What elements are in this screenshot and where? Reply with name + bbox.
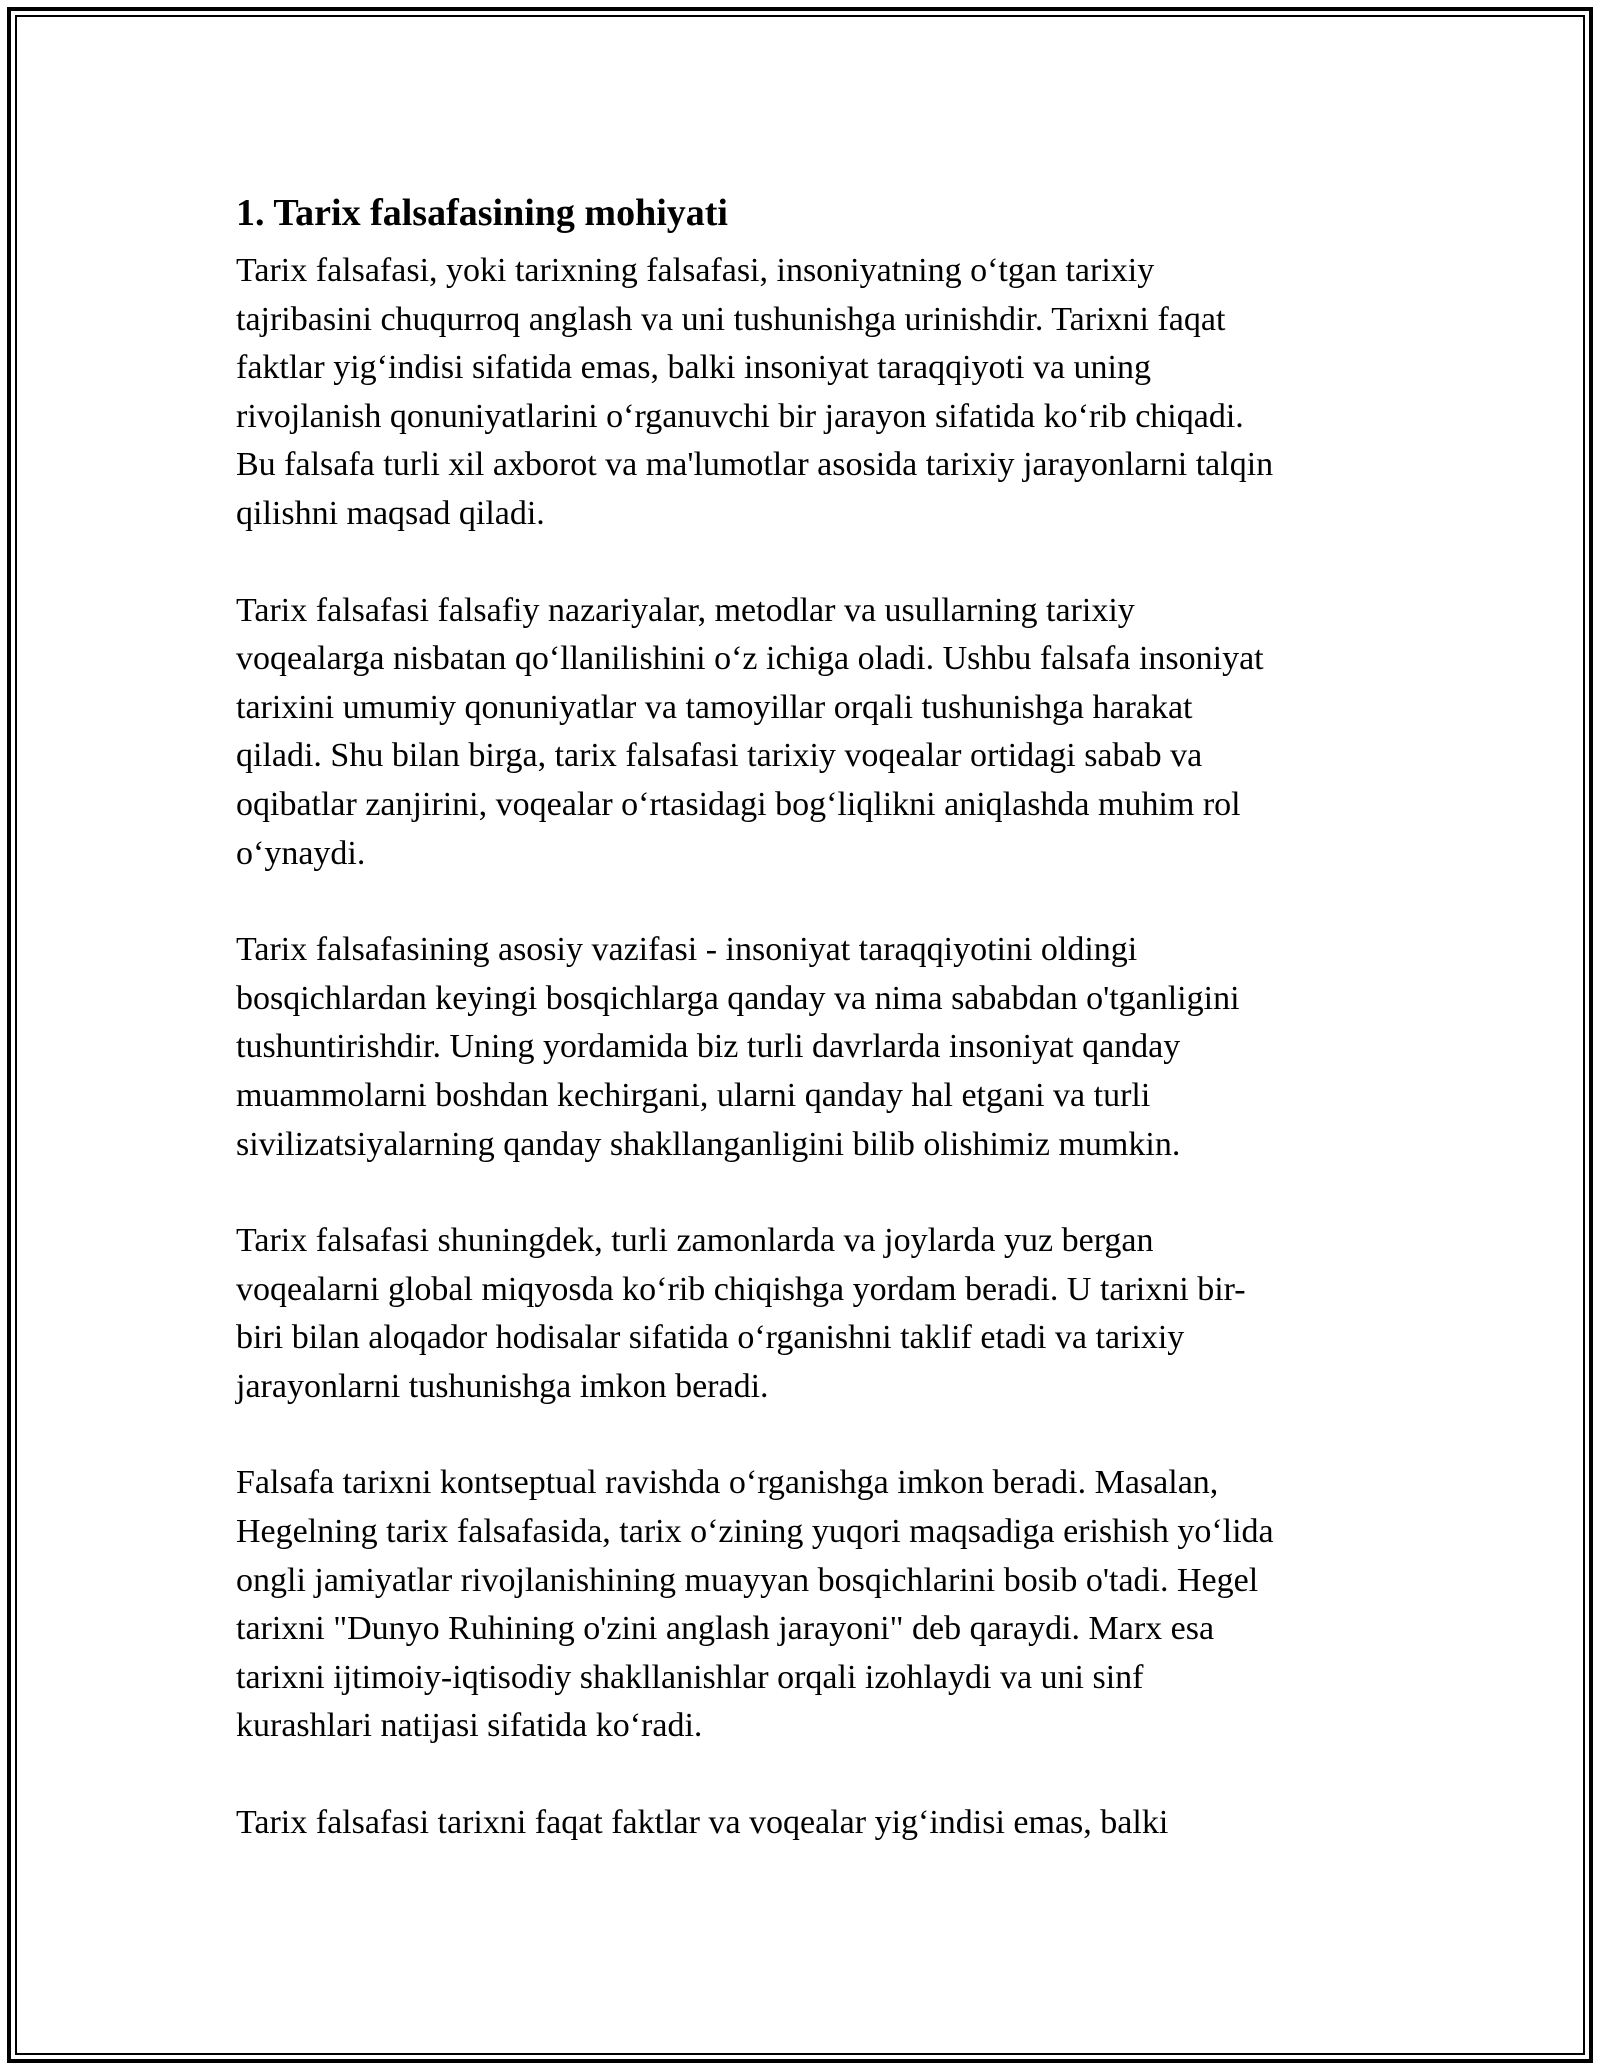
paragraph-line: tajribasini chuqurroq anglash va uni tushunishga urinishdir. Tarixni faqat [236,300,1226,338]
body-paragraph [236,587,1361,879]
paragraph-line: kurashlari natijasi sifatida ko‘radi. [236,1707,703,1745]
paragraph-line: tarixini umumiy qonuniyatlar va tamoyillar orqali tushunishga harakat [236,688,1193,726]
paragraph-line: rivojlanish qonuniyatlarini o‘rganuvchi bir jarayon sifatida ko‘rib chiqadi. [236,397,1244,435]
paragraph-line: Hegelning tarix falsafasida, tarix o‘zining yuqori maqsadiga erishish yo‘lida [236,1513,1274,1551]
paragraph-line: faktlar yig‘indisi sifatida emas, balki insoniyat taraqqiyoti va uning [236,349,1151,387]
paragraph-line: jarayonlarni tushunishga imkon beradi. [236,1367,769,1405]
paragraph-line: voqealarni global miqyosda ko‘rib chiqishga yordam beradi. U tarixni bir- [236,1270,1246,1308]
paragraph-line: qiladi. Shu bilan birga, tarix falsafasi tarixiy voqealar ortidagi sabab va [236,737,1203,775]
paragraph-line: muammolarni boshdan kechirgani, ularni qanday hal etgani va turli [236,1076,1151,1114]
paragraph-line: Tarix falsafasining asosiy vazifasi - insoniyat taraqqiyotini oldingi [236,931,1138,969]
body-paragraph [236,1799,1361,1848]
paragraph-line: sivilizatsiyalarning qanday shakllanganligini bilib olishimiz mumkin. [236,1125,1181,1163]
paragraph-line: Tarix falsafasi shuningdek, turli zamonlarda va joylarda yuz bergan [236,1222,1154,1260]
body-paragraph [236,1459,1361,1751]
paragraph-line: tarixni ijtimoiy-iqtisodiy shakllanishlar orqali izohlaydi va uni sinf [236,1658,1144,1696]
paragraph-line: Tarix falsafasi tarixni faqat faktlar va voqealar yig‘indisi emas, balki [236,1804,1169,1842]
paragraph-line: ongli jamiyatlar rivojlanishining muayyan bosqichlarini bosib o'tadi. Hegel [236,1561,1259,1599]
paragraph-line: tarixni "Dunyo Ruhining o'zini anglash jarayoni" deb qaraydi. Marx esa [236,1610,1215,1648]
paragraph-container [236,247,1361,1848]
paragraph-line: Tarix falsafasi falsafiy nazariyalar, metodlar va usullarning tarixiy [236,591,1135,629]
paragraph-line: qilishni maqsad qiladi. [236,494,545,532]
paragraph-line: Bu falsafa turli xil axborot va ma'lumotlar asosida tarixiy jarayonlarni talqin [236,446,1274,484]
paragraph-line: bosqichlardan keyingi bosqichlarga qanday va nima sababdan o'tganligini [236,979,1240,1017]
paragraph-line: biri bilan aloqador hodisalar sifatida o‘rganishni taklif etadi va tarixiy [236,1319,1185,1357]
body-paragraph [236,1217,1361,1411]
paragraph-line: o‘ynaydi. [236,834,366,872]
paragraph-line: Tarix falsafasi, yoki tarixning falsafasi, insoniyatning o‘tgan tarixiy [236,252,1155,289]
body-paragraph [236,247,1361,539]
paragraph-line: voqealarga nisbatan qo‘llanilishini o‘z ichiga oladi. Ushbu falsafa insoniyat [236,640,1264,678]
paragraph-line: oqibatlar zanjirini, voqealar o‘rtasidagi bog‘liqlikni aniqlashda muhim rol [236,785,1241,823]
paragraph-line: tushuntirishdir. Uning yordamida biz turli davrlarda insoniyat qanday [236,1028,1181,1066]
body-paragraph [236,926,1361,1169]
section-heading: 1. Tarix falsafasining mohiyati [236,192,728,234]
document-body [236,185,1361,1896]
paragraph-line: Falsafa tarixni kontseptual ravishda o‘rganishga imkon beradi. Masalan, [236,1464,1219,1502]
